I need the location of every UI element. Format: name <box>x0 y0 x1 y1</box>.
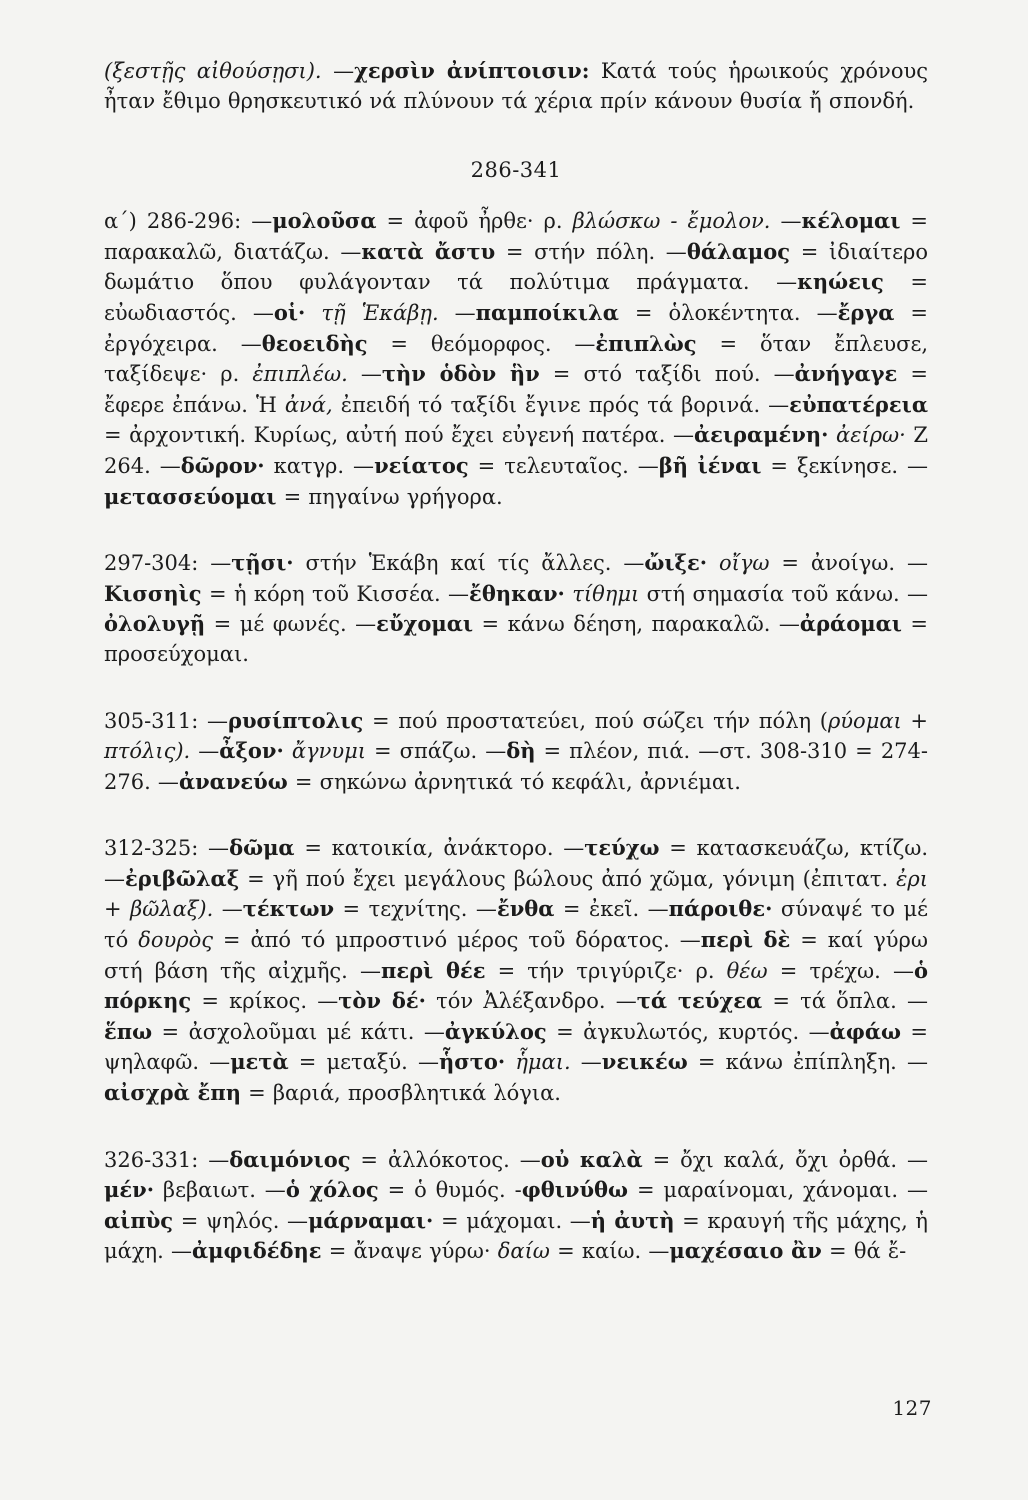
text-run: = γῆ πού ἔχει μεγάλους βώλους ἀπό χῶμα, γόνιμη (ἐπιτατ. <box>239 866 897 891</box>
text-run: = ἀφοῦ ἦρθε· ρ. <box>376 209 573 234</box>
italic-ref: ρύομαι + πτόλις). <box>104 708 928 764</box>
text-run: = κραυγή τῆς μάχης, ἡ μάχη. — <box>104 1208 929 1264</box>
text-run: = ἀγκυλωτός, κυρτός. — <box>546 1019 830 1044</box>
text-run: = ἄναψε γύρω· <box>321 1239 498 1264</box>
lemma: βῆ ἰέναι <box>658 452 762 478</box>
italic-ref: δαίω <box>497 1239 550 1264</box>
italic-ref: ἄγνυμι <box>291 739 366 764</box>
lemma: μαχέσαιο ἂν <box>669 1238 822 1264</box>
text-run: 312-325: — <box>104 836 230 861</box>
lemma: δὴ <box>506 738 536 764</box>
text-run: στήν Ἑκάβη καί τίς ἄλλες. — <box>293 551 645 576</box>
lemma: τά τεύχεα <box>636 988 763 1014</box>
italic-ref: ἐρι + βῶλαξ). <box>104 866 928 922</box>
lemma: ἀειραμένη· <box>693 422 829 448</box>
lemma: ἀνανεύω <box>178 768 288 794</box>
lemma: νεικέω <box>601 1049 688 1075</box>
text-run: = ψηλός. — <box>173 1208 309 1233</box>
text-run: = ὁ θυμός. - <box>378 1178 522 1203</box>
text-run: = θά ἔ- <box>821 1239 907 1264</box>
italic-ref: ἀείρω· <box>836 423 906 448</box>
lemma: δῶμα <box>229 835 295 861</box>
lemma: αἰπὺς <box>104 1207 174 1233</box>
text-run <box>707 551 719 575</box>
text-run: = ἰδιαίτερο δωμάτιο ὅπου φυλάγονταν τά πολύτιμα πράγματα. — <box>104 239 928 295</box>
lemma: τῇσι· <box>231 550 294 576</box>
text-run: — <box>438 300 476 325</box>
italic-ref: ἧμαι. <box>515 1050 571 1075</box>
italic-ref: ἐπιπλέω. <box>252 362 348 387</box>
text-run <box>284 739 292 763</box>
intro-paragraph <box>104 56 928 116</box>
text-run: = τελευταῖος. — <box>468 453 659 478</box>
lemma: κατὰ ἄστυ <box>361 238 496 264</box>
lemma: ἕπω <box>104 1018 153 1044</box>
paragraph-326-331 <box>104 1145 928 1267</box>
text-run: α΄) 286-296: — <box>104 209 273 234</box>
lemma: μετασσεύομαι <box>104 483 277 509</box>
lemma: θάλαμος <box>686 238 791 264</box>
lemma: χερσὶν ἀνίπτοισιν: <box>354 58 590 83</box>
lemma: τὴν ὁδὸν ἣν <box>381 361 540 387</box>
text-run: = μεταξύ. — <box>288 1050 439 1075</box>
text-run: βεβαιωτ. — <box>154 1178 286 1203</box>
text-run: στή σημασία τοῦ κάνω. — <box>639 581 928 606</box>
lemma: τεύχω <box>584 835 660 861</box>
lemma: ἀράομαι <box>799 611 902 637</box>
intro-italic: (ξεστῇς αἰθούσῃσι). <box>104 59 322 83</box>
paragraph-312-325 <box>104 833 928 1108</box>
lemma: περὶ δὲ <box>700 927 791 953</box>
lemma: ἔθηκαν· <box>469 580 565 606</box>
text-run: = τρέχω. — <box>767 958 914 983</box>
text-run: = ὄχι καλά, ὄχι ὀρθά. — <box>642 1147 928 1172</box>
lemma: ἔργα <box>837 299 895 325</box>
lemma: εὐπατέρεια <box>789 391 928 417</box>
text-run: — <box>190 739 220 764</box>
text-run: = κάνω δέηση, παρακαλῶ. — <box>473 612 800 637</box>
section-heading: 286-341 <box>470 158 562 183</box>
lemma: μάρναμαι· <box>308 1207 434 1233</box>
lemma: πάροιθε· <box>668 896 773 922</box>
text-run: — <box>570 1050 602 1075</box>
lemma: δαιμόνιος <box>229 1146 351 1172</box>
text-run: — <box>770 209 802 234</box>
text-run: = μέ φωνές. — <box>205 612 377 637</box>
text-run: = στήν πόλη. — <box>495 239 687 264</box>
text-run: = ἀνοίγω. — <box>769 551 928 576</box>
italic-ref: τῇ Ἑκάβῃ. <box>321 300 439 325</box>
lemma: ὁ χόλος <box>285 1177 379 1203</box>
text-run: σύναψέ το μέ τό <box>104 897 928 953</box>
italic-ref: δουρὸς <box>138 928 213 953</box>
text-run: = σπάζω. — <box>366 739 507 764</box>
lemma: νείατος <box>374 452 469 478</box>
text-run: = κρίκος. — <box>191 989 339 1014</box>
paragraph-286-296 <box>104 206 928 512</box>
lemma: ὤιξε· <box>644 550 708 576</box>
italic-ref: βλώσκω - ἔμολον. <box>572 209 771 234</box>
text-run: = τήν τριγύριζε· ρ. <box>485 958 727 983</box>
text-run: ἐπειδή τό ταξίδι ἔγινε πρός τά βορινά. — <box>332 392 790 417</box>
italic-ref: οἴγω <box>718 551 770 576</box>
text-run: — <box>213 897 243 922</box>
lemma: φθινύθω <box>521 1177 629 1203</box>
text-run: = ψηλαφῶ. — <box>104 1019 928 1075</box>
text-run: = ὅταν ἔπλευσε, ταξίδεψε· ρ. <box>104 331 928 387</box>
lemma: οἱ· <box>273 299 306 325</box>
lemma: ρυσίπτολις <box>227 707 364 733</box>
lemma: κηώεις <box>797 269 884 295</box>
text-run: = ἡ κόρη τοῦ Κισσέα. — <box>201 581 470 606</box>
page-number: 127 <box>892 1396 932 1420</box>
text-run: = καίω. — <box>549 1239 670 1264</box>
text-run: 326-331: — <box>104 1147 230 1172</box>
text-run: = βαριά, προσβλητικά λόγια. <box>240 1081 561 1106</box>
text-run: = ἐργόχειρα. — <box>104 300 928 356</box>
text-run: = πού προστατεύει, πού σώζει τήν πόλη ( <box>363 708 828 733</box>
lemma: ἡ ἀυτὴ <box>590 1207 675 1233</box>
lemma: ἀγκύλος <box>444 1018 547 1044</box>
text-run: τόν Ἀλέξανδρο. — <box>425 989 637 1014</box>
text-run: = τεχνίτης. — <box>334 897 497 922</box>
lemma: ἧστο· <box>438 1049 506 1075</box>
lemma: εὔχομαι <box>376 611 474 637</box>
text-run: = ξεκίνησε. — <box>761 453 928 478</box>
lemma: μετὰ <box>230 1049 289 1075</box>
text-run: = ἔφερε ἐπάνω. Ἡ <box>104 362 928 417</box>
lemma: ἐριβῶλαξ <box>125 865 240 891</box>
lemma: ἐπιπλὼς <box>595 330 697 356</box>
text-run: Ζ 264. — <box>104 423 928 478</box>
text-run: 305-311: — <box>104 708 228 733</box>
lemma: οὐ καλὰ <box>540 1146 643 1172</box>
lemma: μέν· <box>104 1177 155 1203</box>
italic-ref: τίθημι <box>572 581 640 606</box>
lemma: θεοειδὴς <box>261 330 368 356</box>
text-run: = κατασκευάζω, κτίζω. — <box>104 836 928 891</box>
text-run: = ὁλοκέντητα. — <box>618 300 838 325</box>
text-run: = ἀσχολοῦμαι μέ κάτι. — <box>152 1019 445 1044</box>
lemma: δῶρον· <box>180 452 265 478</box>
lemma: αἰσχρὰ ἔπη <box>104 1080 241 1106</box>
text-run: = ἀλλόκοτος. — <box>350 1147 541 1172</box>
text-run: = κάνω ἐπίπληξη. — <box>687 1050 928 1075</box>
text-run <box>305 301 321 325</box>
text-run: — <box>321 59 355 83</box>
lemma: ὀλολυγῇ <box>104 611 206 637</box>
lemma: Κισσηὶς <box>104 580 202 606</box>
text-run: = προσεύχομαι. <box>104 612 928 666</box>
text-run: = ἐκεῖ. — <box>554 897 669 922</box>
text-run: = εὐωδιαστός. — <box>104 270 928 325</box>
text-run: = τά ὅπλα. — <box>762 989 928 1014</box>
lemma: παμποίκιλα <box>475 299 619 325</box>
text-run: = ἀπό τό μπροστινό μέρος τοῦ δόρατος. — <box>213 928 701 953</box>
italic-ref: ἀνά, <box>284 392 333 417</box>
text-run: = πλέον, πιά. —στ. 308-310 = 274-276. — <box>104 739 928 794</box>
text-run: = καί γύρω στή βάση τῆς αἰχμῆς. — <box>104 928 929 983</box>
text-run: = πηγαίνω γρήγορα. <box>276 484 503 509</box>
lemma: ἀφάω <box>829 1018 901 1044</box>
text-run: 297-304: — <box>104 551 232 576</box>
text-run: = στό ταξίδι πού. — <box>539 362 795 387</box>
text-run <box>505 1050 515 1074</box>
text-run: = παρακαλῶ, διατάζω. — <box>104 209 928 264</box>
lemma: τέκτων <box>242 896 335 922</box>
lemma: τὸν δέ· <box>338 988 426 1014</box>
text-run: = μαραίνομαι, χάνομαι. — <box>628 1178 928 1203</box>
lemma: περὶ θέε <box>380 957 486 983</box>
text-run: = ἀρχοντική. Κυρίως, αὐτή πού ἔχει εὐγενή πατέρα. — <box>104 423 694 448</box>
paragraph-297-304 <box>104 548 928 669</box>
lemma: κέλομαι <box>801 208 901 234</box>
text-run: — <box>347 362 382 387</box>
paragraph-305-311 <box>104 706 928 798</box>
lemma: μολοῦσα <box>272 208 377 234</box>
text-run: κατγρ. — <box>264 453 375 478</box>
lemma: ὁ πόρκης <box>104 957 928 1014</box>
lemma: ἆξον· <box>219 738 284 764</box>
text-run: = μάχομαι. — <box>433 1208 591 1233</box>
italic-ref: θέω <box>726 958 768 983</box>
text-run: = κατοικία, ἀνάκτορο. — <box>294 836 585 861</box>
lemma: ἀνήγαγε <box>794 361 898 387</box>
lemma: ἀμφιδέδηε <box>192 1238 322 1264</box>
text-run: = θεόμορφος. — <box>367 331 596 356</box>
lemma: ἔνθα <box>496 896 555 922</box>
text-run <box>828 423 836 447</box>
text-run: Κατά τούς ἡρωικούς χρόνους ἦταν ἔθιμο θρησκευτικό νά πλύνουν τά χέρια πρίν κάνουν θυσία ἤ σπονδή. <box>104 59 928 113</box>
text-run: = σηκώνω ἀρνητικά τό κεφάλι, ἀρνιέμαι. <box>287 769 741 794</box>
